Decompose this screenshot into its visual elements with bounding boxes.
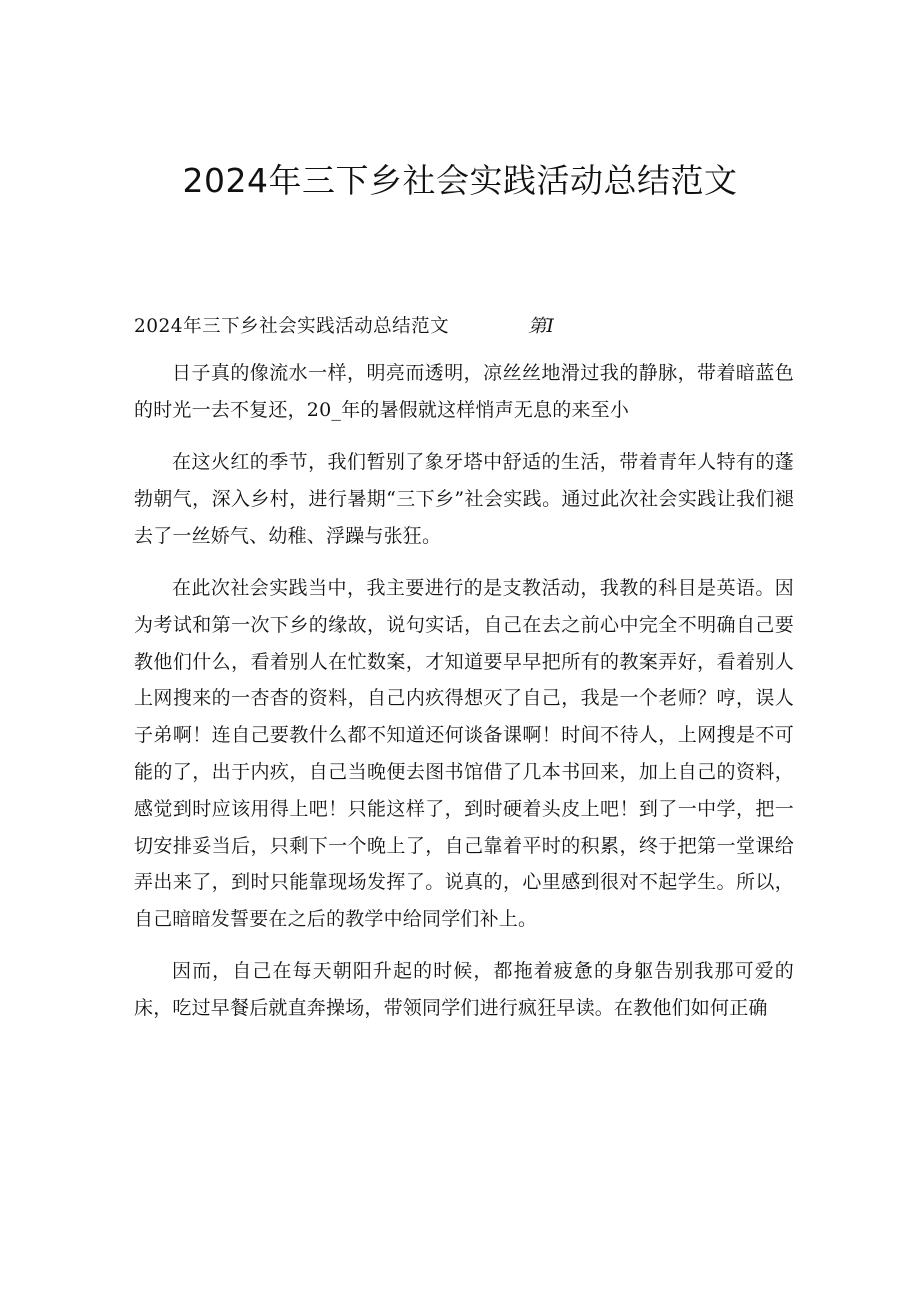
document-body — [134, 355, 794, 1043]
paragraph: 日子真的像流水一样，明亮而透明，凉丝丝地滑过我的静脉，带着暗蓝色的时光一去不复还，20_年的暑假就这样悄声无息的来至小 — [134, 362, 794, 421]
section-heading-number: 第I — [528, 316, 554, 337]
section-heading — [134, 314, 554, 340]
paragraph: 在这火红的季节，我们暂别了象牙塔中舒适的生活，带着青年人特有的蓬勃朝气，深入乡村，进行暑期“三下乡”社会实践。通过此次社会实践让我们褪去了一丝娇气、幼稚、浮躁与张狂。 — [134, 451, 794, 547]
paragraph: 在此次社会实践当中，我主要进行的是支教活动，我教的科目是英语。因为考试和第一次下乡的缘故，说句实话，自己在去之前心中完全不明确自己要教他们什么，看着别人在忙数案，才知道要早早把所有的教案弄好，看着别人上网搜来的一杏杳的资料，自己内疚得想灭了自己，我是一个老师？哼，误人子弟啊！连自己要教什么都不知道还何谈备课啊！时间不待人，上网搜是不可能的了，出于内疚，自己当晚便去图书馆借了几本书回来，加上自己的资料，感觉到时应该用得上吧！只能这样了，到时硬着头皮上吧！到了一中学，把一切安排妥当后，只剩下一个晚上了，自己靠着平时的积累，终于把第一堂课给弄出来了，到时只能靠现场发挥了。说真的，心里感到很对不起学生。所以，自己暗暗发誓要在之后的教学中给同学们补上。 — [134, 576, 794, 931]
document-title: 2024年三下乡社会实践活动总结范文 — [182, 161, 738, 200]
section-heading-title: 2024年三下乡社会实践活动总结范文 — [134, 316, 450, 337]
paragraph: 因而，自己在每天朝阳升起的时候，都拖着疲惫的身躯告别我那可爱的床，吃过早餐后就直奔操场，带领同学们进行疯狂早读。在教他们如何正确 — [134, 960, 794, 1020]
